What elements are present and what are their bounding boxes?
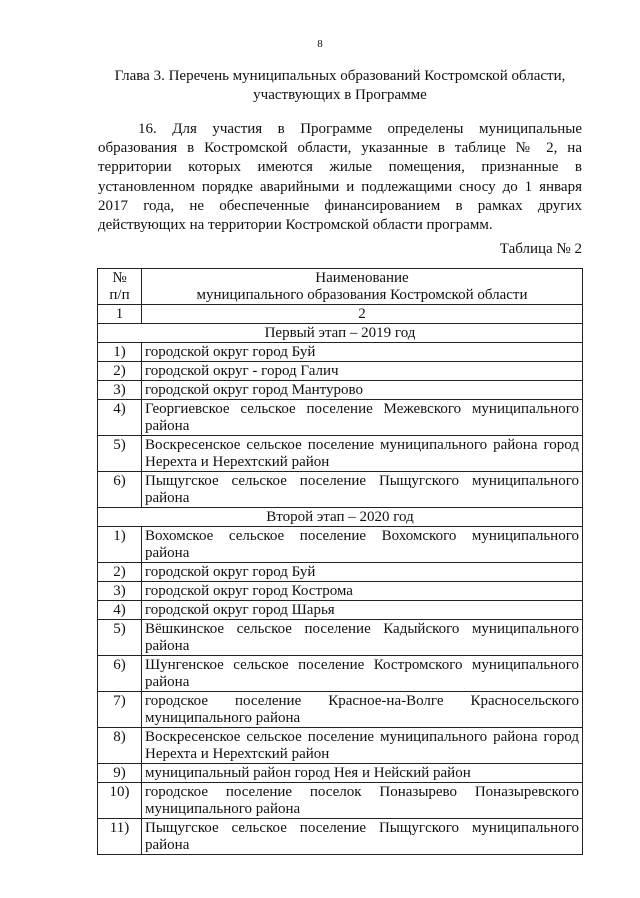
table-row <box>98 362 583 381</box>
table-row <box>98 620 583 656</box>
stage-row <box>98 508 583 527</box>
row-number: 4) <box>98 400 142 436</box>
row-number: 3) <box>98 381 142 400</box>
row-number: 4) <box>98 601 142 620</box>
row-number: 10) <box>98 783 142 819</box>
row-number: 5) <box>98 620 142 656</box>
column-number-1: 1 <box>98 305 142 324</box>
municipality-name: Шунгенское сельское поселение Костромского муниципального района <box>142 656 583 692</box>
row-number: 1) <box>98 343 142 362</box>
row-number: 7) <box>98 692 142 728</box>
municipality-name: муниципальный район город Нея и Нейский район <box>142 764 583 783</box>
table-row <box>98 563 583 582</box>
municipality-name: городское поселение Красное-на-Волге Красносельского муниципального района <box>142 692 583 728</box>
header-name-line-2: муниципального образования Костромской области <box>196 287 528 303</box>
row-number: 6) <box>98 472 142 508</box>
header-name-line-1: Наименование <box>315 270 409 286</box>
row-number: 2) <box>98 563 142 582</box>
page-number: 8 <box>317 38 323 50</box>
municipality-name: городской округ город Буй <box>142 563 583 582</box>
row-number: 1) <box>98 527 142 563</box>
table-row <box>98 601 583 620</box>
municipality-name: Вёшкинское сельское поселение Кадыйского муниципального района <box>142 620 583 656</box>
row-number: 2) <box>98 362 142 381</box>
chapter-title <box>96 67 584 105</box>
header-number-line-2: п/п <box>109 287 130 303</box>
table-row <box>98 527 583 563</box>
chapter-title-line-1: Глава 3. Перечень муниципальных образований Костромской области, <box>114 68 566 84</box>
table-row <box>98 692 583 728</box>
table-header-row <box>98 269 583 305</box>
row-number: 11) <box>98 819 142 855</box>
stage-row <box>98 324 583 343</box>
table-row <box>98 728 583 764</box>
municipality-name: Воскресенское сельское поселение муниципального района город Нерехта и Нерехтский район <box>142 728 583 764</box>
table-row <box>98 764 583 783</box>
row-number: 9) <box>98 764 142 783</box>
municipality-name: Воскресенское сельское поселение муниципального района город Нерехта и Нерехтский район <box>142 436 583 472</box>
municipality-name: Вохомское сельское поселение Вохомского муниципального района <box>142 527 583 563</box>
municipality-name: городское поселение поселок Поназырево Поназыревского муниципального района <box>142 783 583 819</box>
municipalities-table <box>97 268 583 855</box>
municipality-name: городской округ город Буй <box>142 343 583 362</box>
table-row <box>98 343 583 362</box>
municipality-name: Георгиевское сельское поселение Межевского муниципального района <box>142 400 583 436</box>
row-number: 6) <box>98 656 142 692</box>
municipality-name: Пыщугское сельское поселение Пыщугского муниципального района <box>142 819 583 855</box>
municipality-name: городской округ город Шарья <box>142 601 583 620</box>
municipality-name: городской округ город Мантурово <box>142 381 583 400</box>
table-row <box>98 819 583 855</box>
row-number: 3) <box>98 582 142 601</box>
municipality-name: Пыщугское сельское поселение Пыщугского муниципального района <box>142 472 583 508</box>
municipality-name: городской округ город Кострома <box>142 582 583 601</box>
header-name-cell <box>142 269 583 305</box>
table-body <box>98 324 583 855</box>
table-row <box>98 656 583 692</box>
table-header <box>98 269 583 324</box>
table-row <box>98 381 583 400</box>
table-row <box>98 783 583 819</box>
header-number-line-1: № <box>112 270 127 286</box>
stage-title: Первый этап – 2019 год <box>98 324 583 343</box>
municipality-name: городской округ - город Галич <box>142 362 583 381</box>
column-number-row <box>98 305 583 324</box>
table-row <box>98 400 583 436</box>
table-row <box>98 436 583 472</box>
table-row <box>98 472 583 508</box>
stage-title: Второй этап – 2020 год <box>98 508 583 527</box>
table-row <box>98 582 583 601</box>
header-number-cell <box>98 269 142 305</box>
row-number: 5) <box>98 436 142 472</box>
table-caption: Таблица № 2 <box>499 241 582 257</box>
chapter-title-line-2: участвующих в Программе <box>253 87 427 103</box>
column-number-2: 2 <box>142 305 583 324</box>
row-number: 8) <box>98 728 142 764</box>
paragraph-16: 16. Для участия в Программе определены муниципальные образования в Костромской области, указанные в таблице № 2, на территории которых имеются жилые помещения, признанные в установленном порядке аварийными и подлежащими сносу до 1 января 2017 года, не обеспеченные финансированием в рамках других действующих на территории Костромской области программ. <box>98 121 582 234</box>
